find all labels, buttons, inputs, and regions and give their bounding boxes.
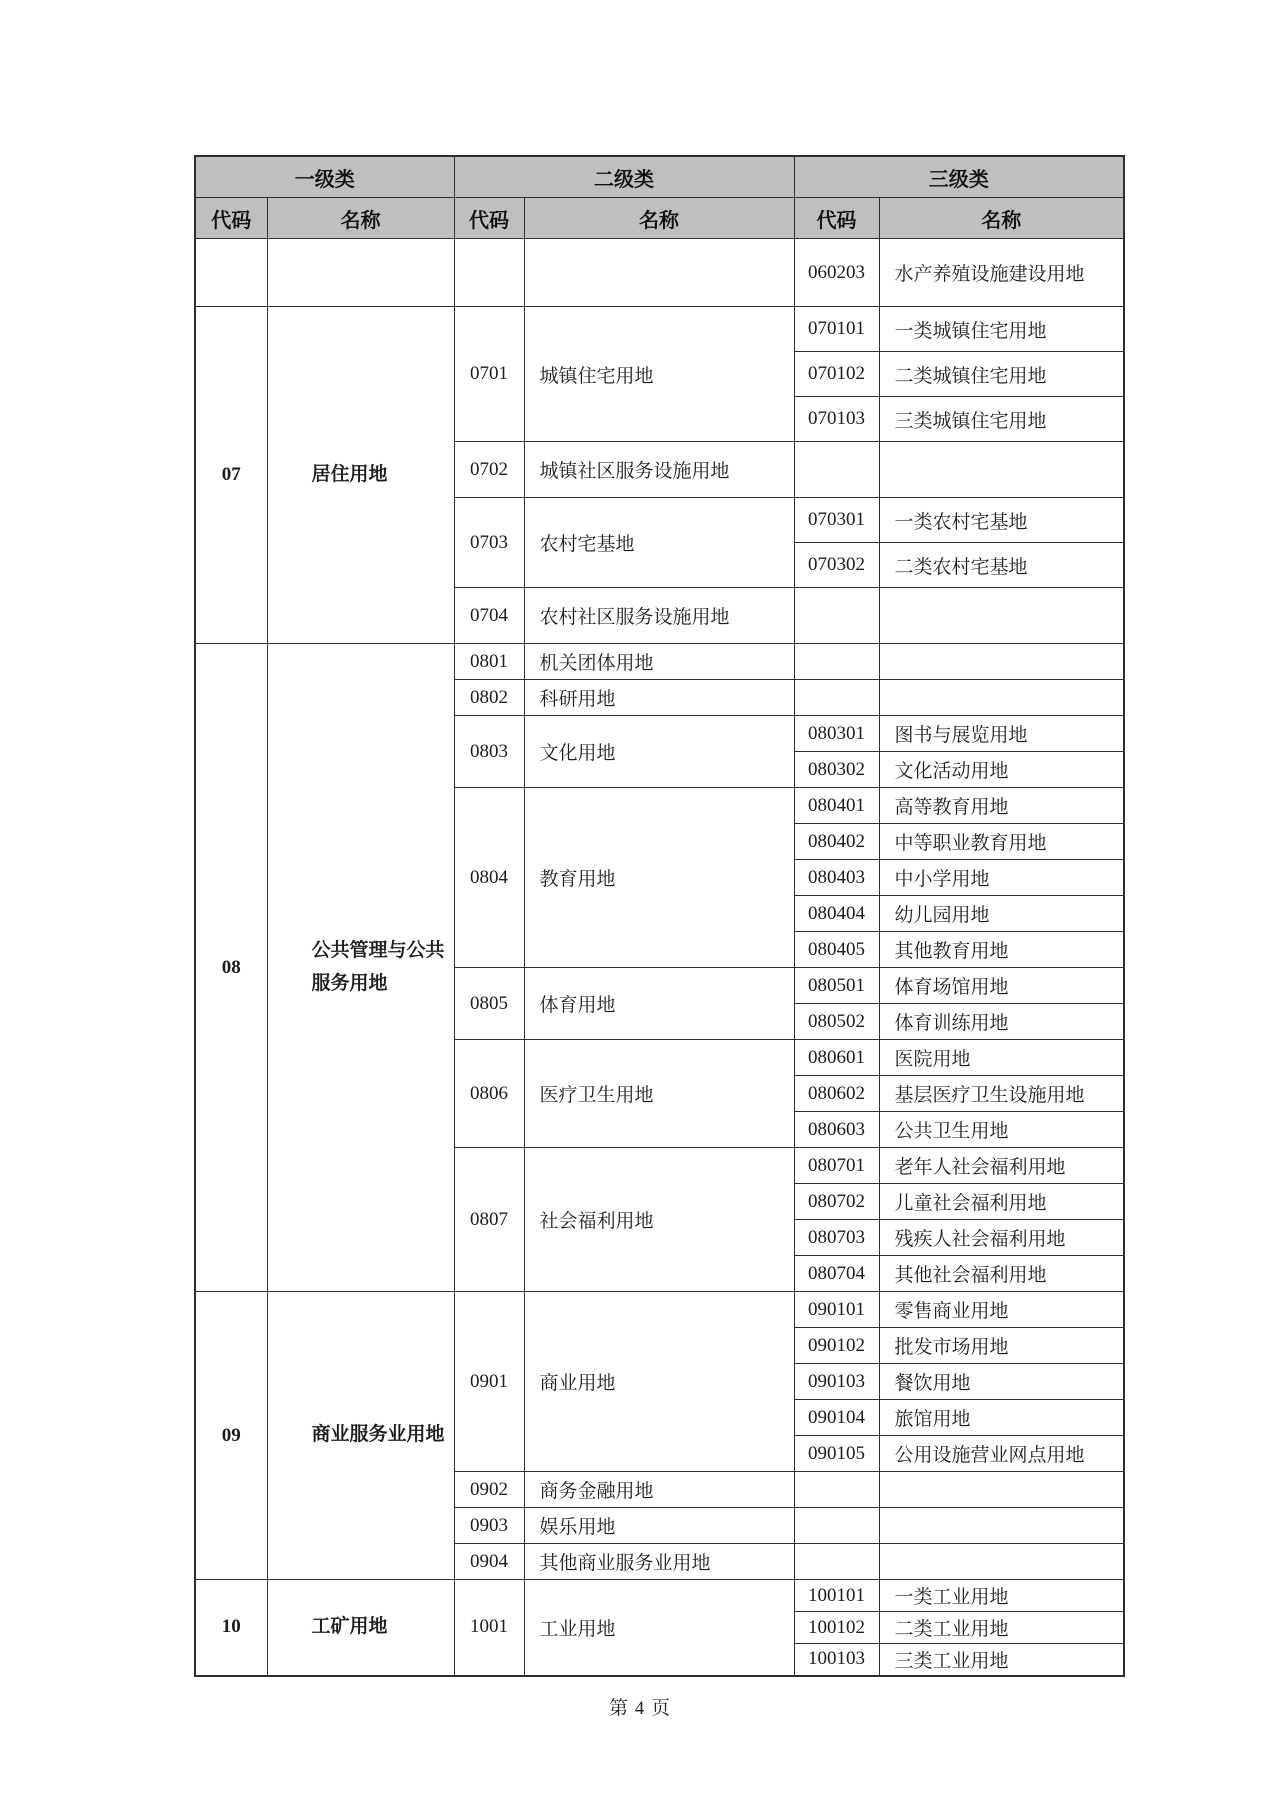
- table-body: [195, 239, 1124, 1676]
- level1-code-cell: [195, 239, 267, 307]
- level3-code-cell: 100101: [794, 1580, 879, 1612]
- level3-code-cell: 080601: [794, 1040, 879, 1076]
- level3-name-cell: 公共卫生用地: [879, 1112, 1124, 1148]
- level2-name-cell: 科研用地: [524, 680, 794, 716]
- level3-name-cell: 公用设施营业网点用地: [879, 1436, 1124, 1472]
- level3-code-cell: 090105: [794, 1436, 879, 1472]
- level3-name-cell: 图书与展览用地: [879, 716, 1124, 752]
- level3-code-cell: 080501: [794, 968, 879, 1004]
- level3-code-cell: 060203: [794, 239, 879, 307]
- level2-name-cell: 医疗卫生用地: [524, 1040, 794, 1148]
- level3-name-cell: 高等教育用地: [879, 788, 1124, 824]
- header-l3-name: 名称: [879, 198, 1124, 239]
- level3-name-cell: [879, 1544, 1124, 1580]
- level3-code-cell: 080401: [794, 788, 879, 824]
- level3-code-cell: 070103: [794, 397, 879, 442]
- level2-code-cell: 0703: [454, 498, 524, 588]
- level2-code-cell: 0901: [454, 1292, 524, 1472]
- page-number: 第 4 页: [608, 1698, 671, 1719]
- level3-code-cell: 080702: [794, 1184, 879, 1220]
- level2-code-cell: 0902: [454, 1472, 524, 1508]
- level1-name-cell: 工矿用地: [267, 1580, 454, 1676]
- level2-name-cell: 工业用地: [524, 1580, 794, 1676]
- level3-name-cell: 一类城镇住宅用地: [879, 307, 1124, 352]
- level2-code-cell: 0801: [454, 644, 524, 680]
- level3-name-cell: 旅馆用地: [879, 1400, 1124, 1436]
- classification-table: [194, 155, 1125, 1677]
- table-row: [195, 307, 1124, 352]
- level3-code-cell: 080403: [794, 860, 879, 896]
- level3-name-cell: 二类城镇住宅用地: [879, 352, 1124, 397]
- level3-code-cell: 090104: [794, 1400, 879, 1436]
- level3-code-cell: 070302: [794, 543, 879, 588]
- level2-code-cell: 0807: [454, 1148, 524, 1292]
- level3-code-cell: 090101: [794, 1292, 879, 1328]
- level3-name-cell: [879, 442, 1124, 498]
- level3-name-cell: 中等职业教育用地: [879, 824, 1124, 860]
- level2-code-cell: 0804: [454, 788, 524, 968]
- level2-code-cell: 0702: [454, 442, 524, 498]
- level3-name-cell: [879, 1472, 1124, 1508]
- table-row: [195, 1292, 1124, 1328]
- level3-code-cell: 080703: [794, 1220, 879, 1256]
- level3-code-cell: [794, 1508, 879, 1544]
- level3-name-cell: 批发市场用地: [879, 1328, 1124, 1364]
- level3-code-cell: 090103: [794, 1364, 879, 1400]
- level2-name-cell: 其他商业服务业用地: [524, 1544, 794, 1580]
- level3-code-cell: 080405: [794, 932, 879, 968]
- level3-name-cell: 一类农村宅基地: [879, 498, 1124, 543]
- level3-code-cell: 070102: [794, 352, 879, 397]
- level1-name-cell: 商业服务业用地: [267, 1292, 454, 1580]
- level3-code-cell: 080603: [794, 1112, 879, 1148]
- level3-code-cell: 080602: [794, 1076, 879, 1112]
- level3-code-cell: 080404: [794, 896, 879, 932]
- level3-name-cell: 三类城镇住宅用地: [879, 397, 1124, 442]
- level3-name-cell: 文化活动用地: [879, 752, 1124, 788]
- level2-name-cell: 城镇社区服务设施用地: [524, 442, 794, 498]
- level2-name-cell: 文化用地: [524, 716, 794, 788]
- level3-code-cell: [794, 1472, 879, 1508]
- level3-name-cell: 儿童社会福利用地: [879, 1184, 1124, 1220]
- level2-name-cell: 机关团体用地: [524, 644, 794, 680]
- level3-code-cell: [794, 644, 879, 680]
- level2-code-cell: 0701: [454, 307, 524, 442]
- level3-name-cell: [879, 588, 1124, 644]
- header-l2-name: 名称: [524, 198, 794, 239]
- level3-code-cell: [794, 680, 879, 716]
- header-l2-code: 代码: [454, 198, 524, 239]
- level2-name-cell: 体育用地: [524, 968, 794, 1040]
- level1-code-cell: 07: [195, 307, 267, 644]
- level2-name-cell: 社会福利用地: [524, 1148, 794, 1292]
- level3-code-cell: 080502: [794, 1004, 879, 1040]
- level1-code-cell: 08: [195, 644, 267, 1292]
- level3-name-cell: 体育训练用地: [879, 1004, 1124, 1040]
- level2-name-cell: 商务金融用地: [524, 1472, 794, 1508]
- level3-name-cell: 医院用地: [879, 1040, 1124, 1076]
- level2-code-cell: 0903: [454, 1508, 524, 1544]
- level3-code-cell: 070301: [794, 498, 879, 543]
- level1-name-cell: 居住用地: [267, 307, 454, 644]
- level3-code-cell: 080701: [794, 1148, 879, 1184]
- level3-name-cell: 基层医疗卫生设施用地: [879, 1076, 1124, 1112]
- level3-name-cell: 中小学用地: [879, 860, 1124, 896]
- level2-code-cell: 0805: [454, 968, 524, 1040]
- level3-name-cell: 其他教育用地: [879, 932, 1124, 968]
- level2-code-cell: 0904: [454, 1544, 524, 1580]
- level2-code-cell: 1001: [454, 1580, 524, 1676]
- level3-name-cell: 餐饮用地: [879, 1364, 1124, 1400]
- header-level1: 一级类: [195, 156, 454, 198]
- level1-name-cell: 公共管理与公共服务用地: [267, 644, 454, 1292]
- level2-code-cell: [454, 239, 524, 307]
- header-l3-code: 代码: [794, 198, 879, 239]
- level2-name-cell: 农村社区服务设施用地: [524, 588, 794, 644]
- level3-name-cell: 水产养殖设施建设用地: [879, 239, 1124, 307]
- table-header: [195, 156, 1124, 239]
- level1-name-cell: [267, 239, 454, 307]
- level3-name-cell: 零售商业用地: [879, 1292, 1124, 1328]
- level3-code-cell: 080704: [794, 1256, 879, 1292]
- level3-name-cell: 一类工业用地: [879, 1580, 1124, 1612]
- level3-name-cell: 二类工业用地: [879, 1612, 1124, 1644]
- level2-code-cell: 0803: [454, 716, 524, 788]
- level3-code-cell: 100102: [794, 1612, 879, 1644]
- level2-code-cell: 0806: [454, 1040, 524, 1148]
- level3-code-cell: 080301: [794, 716, 879, 752]
- header-level3: 三级类: [794, 156, 1124, 198]
- level3-name-cell: 幼儿园用地: [879, 896, 1124, 932]
- level3-code-cell: 070101: [794, 307, 879, 352]
- level3-name-cell: 三类工业用地: [879, 1644, 1124, 1676]
- level2-name-cell: 城镇住宅用地: [524, 307, 794, 442]
- level2-name-cell: 教育用地: [524, 788, 794, 968]
- level1-code-cell: 09: [195, 1292, 267, 1580]
- level2-name-cell: 商业用地: [524, 1292, 794, 1472]
- level3-name-cell: 残疾人社会福利用地: [879, 1220, 1124, 1256]
- level3-name-cell: [879, 680, 1124, 716]
- table-row: [195, 644, 1124, 680]
- level3-code-cell: 100103: [794, 1644, 879, 1676]
- table-row: [195, 1580, 1124, 1612]
- level3-code-cell: [794, 588, 879, 644]
- level3-code-cell: [794, 1544, 879, 1580]
- level3-code-cell: [794, 442, 879, 498]
- level2-name-cell: [524, 239, 794, 307]
- level2-code-cell: 0802: [454, 680, 524, 716]
- level3-code-cell: 080402: [794, 824, 879, 860]
- level3-name-cell: 二类农村宅基地: [879, 543, 1124, 588]
- level2-code-cell: 0704: [454, 588, 524, 644]
- level3-name-cell: 体育场馆用地: [879, 968, 1124, 1004]
- level3-name-cell: 其他社会福利用地: [879, 1256, 1124, 1292]
- header-l1-code: 代码: [195, 198, 267, 239]
- level3-name-cell: [879, 1508, 1124, 1544]
- level3-name-cell: [879, 644, 1124, 680]
- level3-name-cell: 老年人社会福利用地: [879, 1148, 1124, 1184]
- level3-code-cell: 080302: [794, 752, 879, 788]
- header-l1-name: 名称: [267, 198, 454, 239]
- header-row-levels: [195, 156, 1124, 198]
- table-row: [195, 239, 1124, 307]
- level2-name-cell: 农村宅基地: [524, 498, 794, 588]
- header-row-columns: [195, 198, 1124, 239]
- level3-code-cell: 090102: [794, 1328, 879, 1364]
- header-level2: 二级类: [454, 156, 794, 198]
- level1-code-cell: 10: [195, 1580, 267, 1676]
- level2-name-cell: 娱乐用地: [524, 1508, 794, 1544]
